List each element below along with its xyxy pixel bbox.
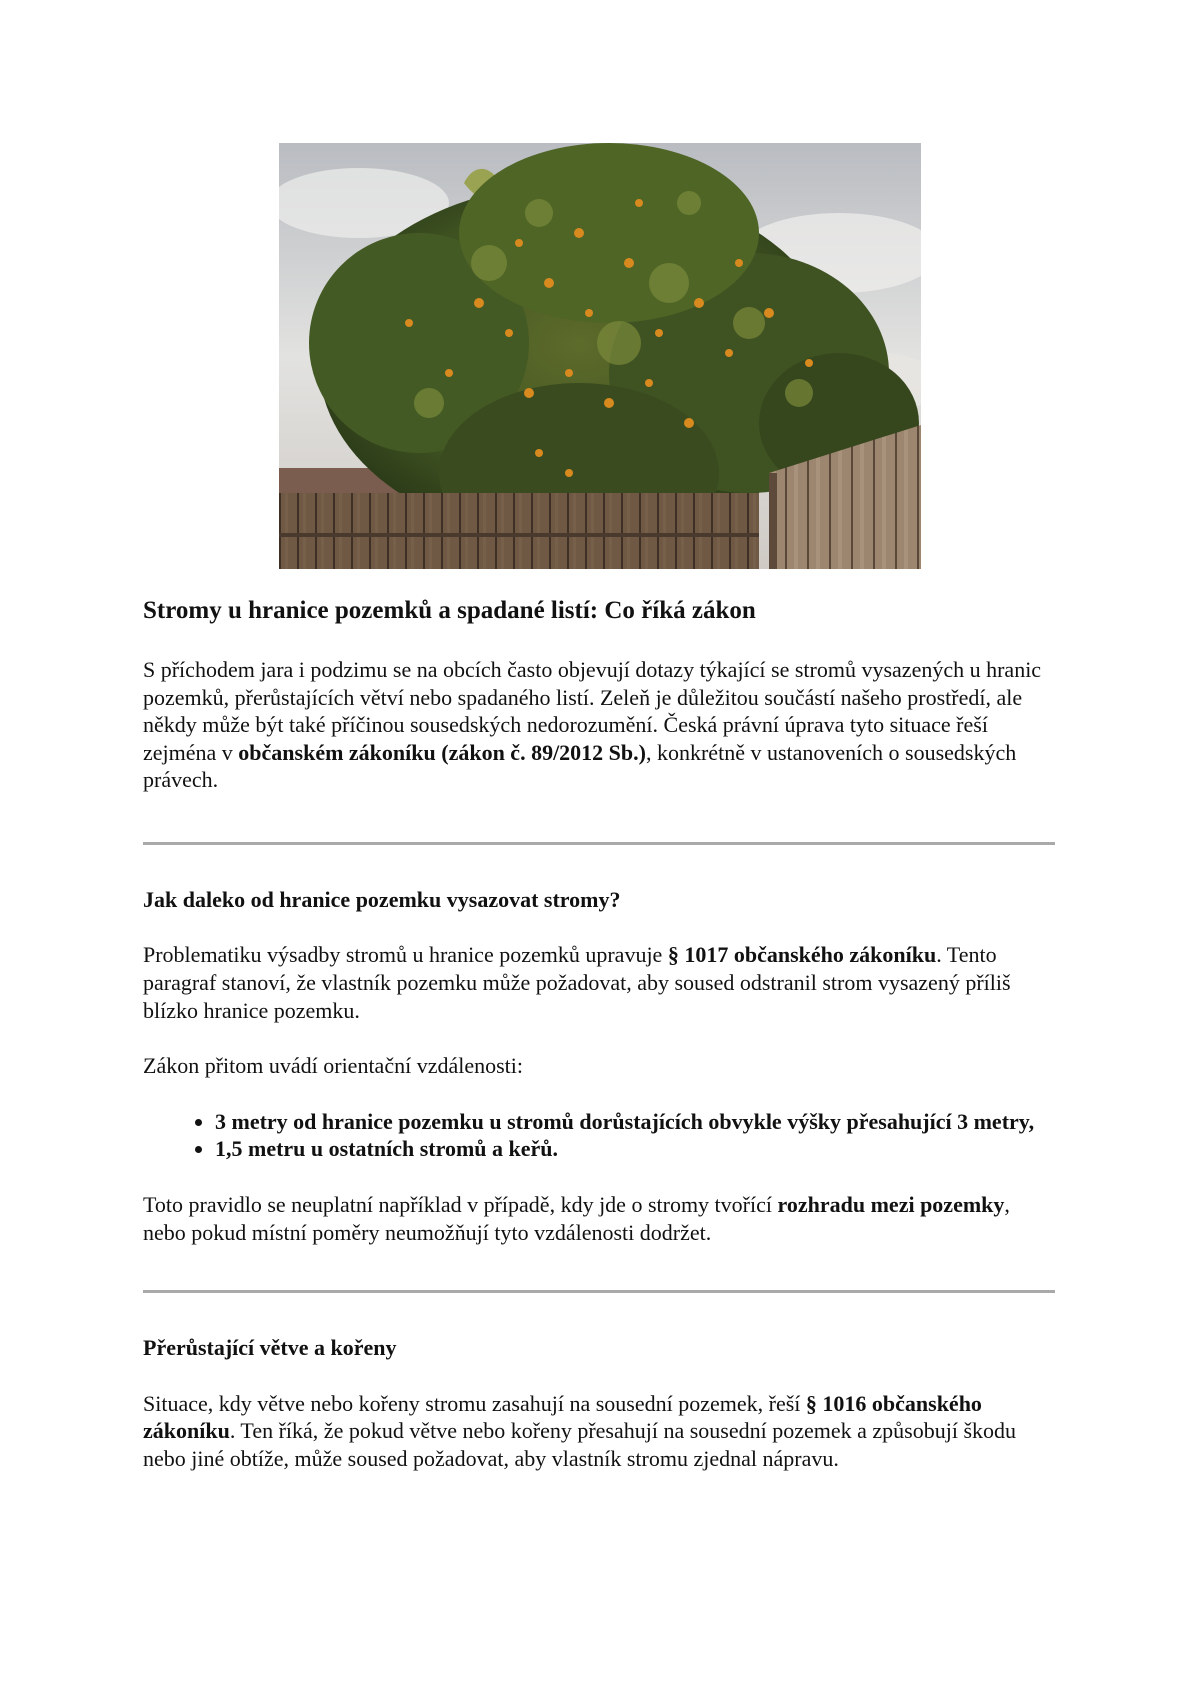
article-title: Stromy u hranice pozemků a spadané listí: Co říká zákon <box>143 597 756 624</box>
section-heading-branches: Přerůstající větve a kořeny <box>143 1335 397 1361</box>
tree-photo <box>279 143 921 569</box>
section-heading-distance: Jak daleko od hranice pozemku vysazovat stromy? <box>143 886 621 912</box>
article <box>143 596 1055 1500</box>
list-item: • 1,5 metru u ostatních stromů a keřů. <box>215 1135 1055 1163</box>
intro-paragraph: S příchodem jara i podzimu se na obcích často objevují dotazy týkající se stromů vysazených u hranic pozemků, přerůstajících větví nebo spadaného listí. Zeleň je důležitou součástí našeho prostředí, ale někdy může být také příčinou sousedských nedorozumění. Česká právní úprava tyto situace řeší zejména v občanském zákoníku (zákon č. 89/2012 Sb.), konkrétně v ustanoveních o sousedských právech. <box>143 657 1042 793</box>
section2-paragraph-1: Situace, kdy větve nebo kořeny stromu zasahují na sousední pozemek, řeší § 1016 občanského zákoníku. Ten říká, že pokud větve nebo kořeny přesahují na sousední pozemek a způsobují škodu nebo jiné obtíže, může soused požadovat, aby vlastník stromu zjednal nápravu. <box>143 1390 1017 1471</box>
section1-paragraph-2: Zákon přitom uvádí orientační vzdálenosti: <box>143 1053 524 1079</box>
section1-paragraph-3: Toto pravidlo se neuplatní například v případě, kdy jde o stromy tvořící rozhradu mezi pozemky, nebo pokud místní poměry neumožňují tyto vzdálenosti dodržet. <box>143 1191 1010 1245</box>
divider <box>143 842 1055 845</box>
distance-list <box>143 1108 1055 1163</box>
tree-fence-image <box>279 143 921 569</box>
list-item: • 3 metry od hranice pozemku u stromů dorůstajících obvykle výšky přesahující 3 metry, <box>215 1108 1055 1136</box>
divider <box>143 1290 1055 1293</box>
section1-paragraph-1: Problematiku výsadby stromů u hranice pozemků upravuje § 1017 občanského zákoníku. Tento paragraf stanoví, že vlastník pozemku může požadovat, aby soused odstranil strom vysazený příliš blízko hranice pozemku. <box>143 942 1011 1023</box>
